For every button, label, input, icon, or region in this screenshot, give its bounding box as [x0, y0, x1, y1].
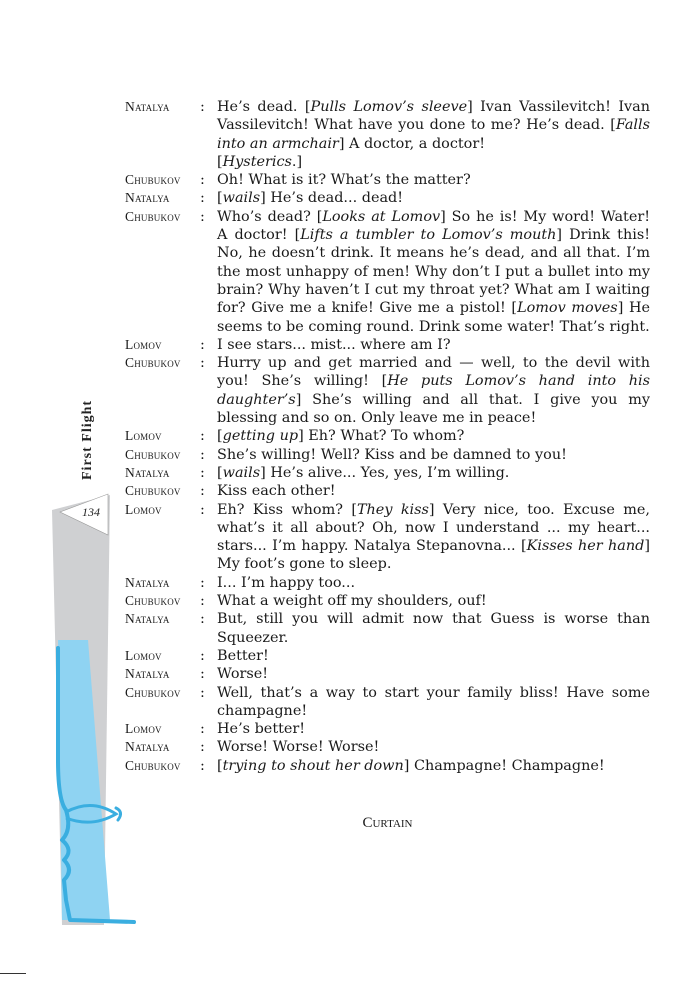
- stage-direction: They kiss: [356, 501, 429, 518]
- dialogue-line: [125, 738, 650, 756]
- speaker-name: Chubukov: [125, 446, 181, 462]
- speech-fragment: ] Very nice, too. Excuse me, what’s it all about? Oh, now I understand ... my heart... stars... I’m happy. Natalya Stepanovna... [: [217, 501, 651, 555]
- dialogue-line: [125, 592, 650, 610]
- dialogue-line: [125, 757, 650, 775]
- speech-fragment: She’s willing! Well? Kiss and be damned to you!: [217, 446, 567, 463]
- speaker-name: Natalya: [125, 190, 170, 206]
- speech-fragment: He’s better!: [217, 721, 306, 738]
- stage-direction: Looks at Lomov: [322, 208, 441, 225]
- speaker-name: Chubukov: [125, 208, 181, 224]
- stage-direction: wails: [222, 190, 261, 207]
- speech-fragment: I see stars... mist... where am I?: [217, 336, 451, 353]
- speech-fragment: ] He’s dead... dead!: [260, 190, 404, 207]
- speech-fragment: ] So he is! My word! Water! A doctor! [: [217, 208, 650, 244]
- speech-fragment: Who’s dead? [: [217, 208, 323, 225]
- speech-text: [217, 738, 650, 756]
- speaker-name: Chubukov: [125, 593, 181, 609]
- speaker-colon: :: [200, 501, 205, 518]
- speech-text: [217, 446, 650, 464]
- dialogue-line: [125, 98, 650, 171]
- speech-fragment: ] Ivan Vassilevitch! Ivan Vassilevitch! What have you done to me? He’s dead. [: [217, 99, 650, 134]
- speaker-name: Natalya: [125, 464, 170, 480]
- speaker-colon: :: [200, 355, 205, 372]
- speaker-colon: :: [200, 757, 205, 774]
- speaker-colon: :: [200, 721, 205, 738]
- dialogue-block: [125, 98, 650, 775]
- speech-fragment: .]: [291, 153, 303, 170]
- dialogue-line: [125, 574, 650, 592]
- speech-fragment: ] A doctor, a doctor!: [338, 135, 485, 152]
- speech-text: [217, 610, 650, 647]
- speech-text: [217, 684, 650, 721]
- speaker-name: Chubukov: [125, 355, 181, 371]
- speech-fragment: ] Eh? What? To whom?: [298, 428, 465, 445]
- dialogue-line: [125, 336, 650, 354]
- dialogue-line: [125, 171, 650, 189]
- speaker-name: Chubukov: [125, 172, 181, 188]
- speaker-colon: :: [200, 336, 205, 353]
- speaker-name: Lomov: [125, 501, 162, 517]
- speaker-colon: :: [200, 99, 205, 115]
- speech-text: [217, 482, 650, 500]
- speech-fragment: Worse! Worse! Worse!: [217, 739, 380, 756]
- speaker-name: Lomov: [125, 647, 162, 663]
- dialogue-line: [125, 720, 650, 738]
- speaker-name: Lomov: [125, 336, 162, 352]
- speaker-name: Natalya: [125, 574, 170, 590]
- speech-text: [217, 647, 650, 665]
- speech-fragment: ] He’s alive... Yes, yes, I’m willing.: [260, 464, 510, 481]
- stage-direction: wails: [222, 464, 261, 481]
- dialogue-line: [125, 427, 650, 445]
- speech-text: [217, 501, 650, 574]
- speech-fragment: Hurry up and get married and — well, to the devil with you! She’s willing! [: [217, 355, 650, 390]
- dialogue-line: [125, 610, 650, 647]
- speaker-colon: :: [200, 647, 205, 664]
- speech-text: [217, 720, 650, 738]
- speaker-name: Natalya: [125, 739, 170, 755]
- speaker-colon: :: [200, 428, 205, 445]
- speech-fragment: Worse!: [217, 666, 269, 683]
- stage-direction: trying to shout her down: [222, 757, 404, 774]
- stage-direction: Kisses her hand: [526, 538, 645, 555]
- dialogue-line: [125, 446, 650, 464]
- speech-text: [217, 98, 650, 171]
- stage-direction: He puts Lomov’s hand into his daughter’s: [217, 373, 651, 408]
- speech-text: [217, 757, 650, 775]
- stage-direction: Lifts a tumbler to Lomov’s mouth: [300, 227, 557, 244]
- speaker-colon: :: [200, 208, 205, 225]
- speaker-colon: :: [200, 611, 205, 628]
- speech-text: [217, 171, 650, 189]
- speaker-name: Natalya: [125, 666, 170, 682]
- speaker-colon: :: [200, 574, 205, 591]
- curtain-heading: Curtain: [362, 815, 413, 831]
- speaker-colon: :: [200, 172, 205, 189]
- speech-fragment: [: [217, 428, 223, 445]
- speech-text: [217, 336, 650, 354]
- dialogue-line: [125, 464, 650, 482]
- speaker-name: Chubukov: [125, 684, 181, 700]
- speaker-colon: :: [200, 593, 205, 610]
- dialogue-line: [125, 482, 650, 500]
- speaker-colon: :: [200, 684, 205, 701]
- speaker-colon: :: [200, 464, 205, 481]
- speech-fragment: [: [217, 464, 223, 481]
- speech-text: [217, 208, 650, 336]
- speech-fragment: [: [217, 153, 223, 170]
- dialogue-line: [125, 208, 650, 336]
- speech-text: [217, 464, 650, 482]
- speech-text: [217, 574, 650, 592]
- speaker-name: Lomov: [125, 721, 162, 737]
- speech-fragment: [: [217, 190, 223, 207]
- side-illustration: [0, 0, 140, 1000]
- speech-fragment: ] He seems to be coming round. Drink some water! That’s right.: [217, 300, 651, 335]
- speech-fragment: [: [217, 757, 223, 774]
- speech-fragment: Better!: [217, 647, 269, 664]
- speaker-colon: :: [200, 483, 205, 500]
- bottom-rule: [0, 973, 26, 974]
- speech-text: [217, 427, 650, 445]
- speech-text: [217, 189, 650, 207]
- stage-direction: Pulls Lomov’s sleeve: [310, 99, 468, 115]
- dialogue-line: [125, 684, 650, 721]
- speech-fragment: I... I’m happy too...: [217, 574, 356, 591]
- dialogue-line: [125, 501, 650, 574]
- speech-fragment: ] Champagne! Champagne!: [403, 757, 605, 774]
- dialogue-line: [125, 665, 650, 683]
- speaker-name: Natalya: [125, 611, 170, 627]
- speech-fragment: ] My foot’s gone to sleep.: [217, 538, 650, 573]
- speech-fragment: Eh? Kiss whom? [: [217, 501, 357, 518]
- book-title: First Flight: [80, 399, 95, 480]
- speaker-name: Natalya: [125, 99, 170, 114]
- speech-fragment: ] Drink this! No, he doesn’t drink. It means he’s dead, and all that. I’m the most unhappy of men! Why don’t I put a bullet into my brain? Why haven’t I cut my throat yet? What am I waiting for? Give me a knife! Give me a pistol! [: [217, 227, 650, 317]
- dialogue-line: [125, 647, 650, 665]
- stage-direction: Falls into an armchair: [217, 117, 650, 152]
- speech-text: [217, 354, 650, 427]
- stage-direction: getting up: [222, 428, 299, 445]
- speaker-name: Chubukov: [125, 757, 181, 773]
- speech-text: [217, 592, 650, 610]
- speech-fragment: ] She’s willing and all that. I give you my blessing and so on. Only leave me in peace!: [217, 391, 650, 427]
- speaker-name: Chubukov: [125, 483, 181, 499]
- speech-fragment: Oh! What is it? What’s the matter?: [217, 172, 471, 189]
- stage-direction: Hysterics: [222, 153, 292, 170]
- stage-direction: Lomov moves: [517, 300, 618, 317]
- speech-fragment: But, still you will admit now that Guess is worse than Squeezer.: [217, 611, 650, 646]
- page-number: 134: [82, 505, 100, 519]
- speech-fragment: Well, that’s a way to start your family bliss! Have some champagne!: [217, 684, 650, 719]
- dialogue-line: [125, 354, 650, 427]
- speaker-colon: :: [200, 739, 205, 756]
- dialogue-line: [125, 189, 650, 207]
- speaker-name: Lomov: [125, 428, 162, 444]
- speech-fragment: Kiss each other!: [217, 483, 336, 500]
- speaker-colon: :: [200, 446, 205, 463]
- speech-fragment: He’s dead. [: [217, 99, 311, 115]
- speaker-colon: :: [200, 190, 205, 207]
- speech-text: [217, 665, 650, 683]
- speaker-colon: :: [200, 666, 205, 683]
- speech-fragment: What a weight off my shoulders, ouf!: [217, 593, 487, 610]
